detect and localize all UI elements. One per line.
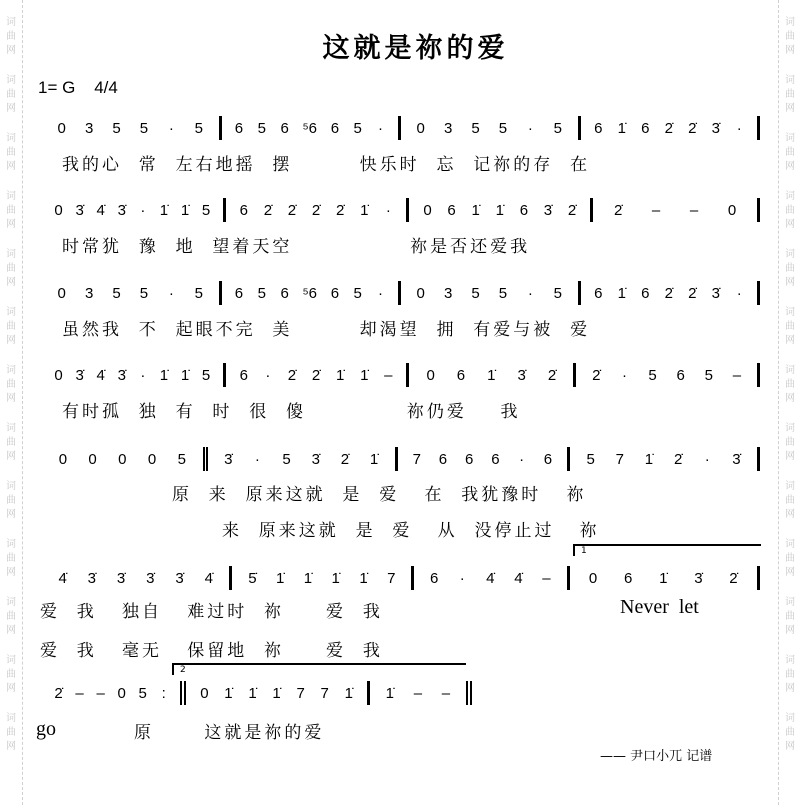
note: 5 <box>139 284 149 302</box>
note: 5 <box>353 119 362 137</box>
note: 6 <box>465 450 474 468</box>
note: 2̇ <box>688 119 697 137</box>
note: 6 <box>594 119 603 137</box>
notation-row <box>42 198 760 222</box>
note: · <box>140 201 146 219</box>
note: 3̇ <box>117 201 126 219</box>
note: – <box>732 366 742 384</box>
note: 7 <box>387 569 396 587</box>
watermark-text: 词 曲 网 <box>785 655 795 694</box>
note: 2̇ <box>547 366 557 384</box>
note: 1̇ <box>659 569 668 587</box>
note: 2̇ <box>311 366 321 384</box>
note: 3̇ <box>75 201 84 219</box>
note: 2̇ <box>688 284 697 302</box>
measure <box>226 363 410 387</box>
note: 0 <box>200 684 209 702</box>
note: 6 <box>676 366 685 384</box>
note: – <box>441 684 451 702</box>
note: 7 <box>320 684 329 702</box>
note: 5 <box>553 119 562 137</box>
note: · <box>704 450 710 468</box>
note: 0 <box>118 450 127 468</box>
lyric-line: 爱 我 独自 难过时 祢 爱 我 <box>40 602 383 622</box>
measure <box>42 363 226 387</box>
note: 5 <box>201 201 211 219</box>
note: – <box>689 201 699 219</box>
watermark-column-right <box>778 0 801 805</box>
note: 0 <box>57 284 66 302</box>
watermark-text: 词 曲 网 <box>785 713 795 752</box>
note: – <box>413 684 423 702</box>
note: 1̇ <box>331 569 340 587</box>
note: · <box>736 119 742 137</box>
measure <box>42 566 232 590</box>
measure <box>222 281 402 305</box>
note: 0 <box>54 201 63 219</box>
note: 6 <box>491 450 500 468</box>
measure <box>42 681 186 705</box>
note: · <box>736 284 742 302</box>
note: 6 <box>519 201 529 219</box>
measure <box>570 566 760 590</box>
note: 1̇ <box>224 684 233 702</box>
note: 5 <box>471 119 480 137</box>
transcriber-credit: —— 尹口小兀 记谱 <box>600 749 713 764</box>
note: 1̇ <box>617 119 626 137</box>
lyric-english: Never let <box>620 596 699 618</box>
note: 6 <box>234 119 244 137</box>
note: 3̇ <box>517 366 526 384</box>
watermark-text: 词 曲 网 <box>785 191 795 230</box>
note: 1̇ <box>495 201 504 219</box>
note: ⁵6 <box>302 284 318 302</box>
note: 2̇ <box>664 119 673 137</box>
note: 2̇ <box>311 201 321 219</box>
note: 7 <box>296 684 305 702</box>
song-title: 这就是祢的爱 <box>322 33 509 64</box>
notation-row <box>42 681 472 705</box>
note: 5 <box>257 284 266 302</box>
measure <box>226 198 410 222</box>
watermark-text: 词 曲 网 <box>6 365 16 404</box>
measure <box>370 681 472 705</box>
note: 0 <box>57 119 66 137</box>
watermark-column-left <box>0 0 23 805</box>
note: 1̇ <box>644 450 654 468</box>
watermark-text: 词 曲 网 <box>6 133 16 172</box>
measure <box>581 281 761 305</box>
notation-row <box>42 566 760 590</box>
note: 3̇ <box>711 119 720 137</box>
note: 6 <box>438 450 448 468</box>
note: 3̇ <box>87 569 97 587</box>
note: · <box>168 119 174 137</box>
lyric-line: 爱 我 毫无 保留地 祢 爱 我 <box>40 641 383 661</box>
note: 4̇ <box>514 569 523 587</box>
watermark-text: 词 曲 网 <box>6 655 16 694</box>
note: 6 <box>234 284 244 302</box>
note: 4̇ <box>204 569 213 587</box>
note: 2̇ <box>335 201 345 219</box>
note: 7 <box>615 450 624 468</box>
note: · <box>140 366 146 384</box>
note: 4̇ <box>486 569 495 587</box>
watermark-text: 词 曲 网 <box>6 75 16 114</box>
measure <box>186 681 369 705</box>
note: 2̇ <box>567 201 577 219</box>
note: · <box>378 119 384 137</box>
note: 4̇ <box>96 201 105 219</box>
note: 1̇ <box>159 366 169 384</box>
measure <box>409 198 593 222</box>
measure <box>576 363 760 387</box>
note: 5 <box>139 119 149 137</box>
note: ⁵6 <box>302 119 318 137</box>
note: 1̇ <box>272 684 281 702</box>
measure <box>570 447 760 471</box>
note: 0 <box>88 450 97 468</box>
note: 3̇ <box>732 450 741 468</box>
note: 6 <box>239 366 248 384</box>
note: 5 <box>648 366 657 384</box>
note: 1̇ <box>303 569 313 587</box>
watermark-text: 词 曲 网 <box>785 249 795 288</box>
note: 3 <box>84 119 94 137</box>
watermark-text: 词 曲 网 <box>6 539 16 578</box>
note: 6 <box>641 119 650 137</box>
note: 0 <box>117 684 126 702</box>
note: 5 <box>194 284 203 302</box>
measure <box>203 447 398 471</box>
note: · <box>527 119 533 137</box>
note: 1̇ <box>344 684 353 702</box>
note: 1̇ <box>335 366 345 384</box>
note: 5 <box>498 284 508 302</box>
measure <box>398 447 570 471</box>
note: 0 <box>58 450 68 468</box>
note: 3̇ <box>117 366 126 384</box>
note: 5 <box>471 284 480 302</box>
note: 2̇ <box>263 201 273 219</box>
note: · <box>385 201 391 219</box>
note: – <box>75 684 84 702</box>
lyric-line: 有时孤 独 有 时 很 傻 祢仍爱 我 <box>62 402 521 422</box>
note: 1̇ <box>360 366 369 384</box>
note: 0 <box>423 201 432 219</box>
watermark-text: 词 曲 网 <box>785 423 795 462</box>
note: 3̇ <box>175 569 184 587</box>
note: 0 <box>416 284 425 302</box>
note: 1̇ <box>360 201 369 219</box>
measure <box>401 281 581 305</box>
watermark-text: 词 曲 网 <box>785 481 795 520</box>
note: 6 <box>624 569 633 587</box>
note: : <box>161 684 166 702</box>
note: 7 <box>412 450 421 468</box>
measure <box>581 116 761 140</box>
note: · <box>459 569 465 587</box>
note: 3 <box>84 284 94 302</box>
note: 3 <box>443 284 453 302</box>
note: 1̇ <box>359 569 368 587</box>
note: 5 <box>112 119 121 137</box>
watermark-text: 词 曲 网 <box>785 133 795 172</box>
note: · <box>378 284 384 302</box>
measure <box>414 566 569 590</box>
lyric-line: 我的心 常 左右地摇 摆 快乐时 忘 记祢的存 在 <box>62 155 591 175</box>
notation-row <box>42 281 760 305</box>
note: 6 <box>280 284 289 302</box>
note: 5 <box>553 284 562 302</box>
watermark-text: 词 曲 网 <box>785 365 795 404</box>
notation-row <box>42 447 760 471</box>
measure <box>42 281 222 305</box>
notation-row <box>42 116 760 140</box>
watermark-text: 词 曲 网 <box>785 597 795 636</box>
note: · <box>519 450 525 468</box>
note: 5 <box>282 450 291 468</box>
notation-row <box>42 363 760 387</box>
watermark-text: 词 曲 网 <box>785 539 795 578</box>
lyric-line: 原 来 原来这就 是 爱 在 我犹豫时 祢 <box>172 485 587 505</box>
note: 3̇ <box>75 366 84 384</box>
note: 3̇ <box>311 450 320 468</box>
note: 6 <box>447 201 456 219</box>
note: 2̇ <box>287 201 297 219</box>
note: 3̇ <box>694 569 703 587</box>
watermark-text: 词 曲 网 <box>6 597 16 636</box>
lyric-english: go <box>36 718 56 740</box>
note: 2̇ <box>673 450 683 468</box>
note: 6 <box>280 119 289 137</box>
note: 6 <box>456 366 466 384</box>
note: 0 <box>54 366 63 384</box>
measure <box>222 116 402 140</box>
note: 2̇ <box>664 284 673 302</box>
watermark-text: 词 曲 网 <box>6 17 16 56</box>
note: · <box>621 366 627 384</box>
note: 1̇ <box>385 684 394 702</box>
note: 0 <box>588 569 598 587</box>
lyric-line: 时常犹 豫 地 望着天空 祢是否还爱我 <box>62 237 531 257</box>
note: – <box>384 366 393 384</box>
note: 6 <box>594 284 603 302</box>
note: · <box>168 284 174 302</box>
note: 0 <box>416 119 425 137</box>
note: 5 <box>353 284 362 302</box>
measure <box>593 198 760 222</box>
watermark-text: 词 曲 网 <box>6 423 16 462</box>
key-signature: 1= G 4/4 <box>38 78 118 97</box>
note: 0 <box>147 450 157 468</box>
note: 1̇ <box>180 201 190 219</box>
note: – <box>651 201 661 219</box>
lyric-line: 原 这就是祢的爱 <box>134 723 325 743</box>
note: – <box>542 569 551 587</box>
note: 5 <box>257 119 266 137</box>
note: 3 <box>443 119 453 137</box>
watermark-text: 词 曲 网 <box>6 249 16 288</box>
note: 1̇ <box>369 450 379 468</box>
note: 0 <box>727 201 737 219</box>
lyric-line: 来 原来这就 是 爱 从 没停止过 祢 <box>222 521 600 541</box>
note: 5 <box>138 684 147 702</box>
note: · <box>527 284 533 302</box>
note: 5 <box>498 119 508 137</box>
volta-bracket-2: 2 <box>172 663 466 675</box>
note: 5 <box>177 450 186 468</box>
note: 1̇ <box>180 366 190 384</box>
note: 2̇ <box>54 684 63 702</box>
watermark-text: 词 曲 网 <box>785 75 795 114</box>
note: 1̇ <box>275 569 285 587</box>
note: 0 <box>426 366 435 384</box>
measure <box>42 198 226 222</box>
note: 2̇ <box>340 450 350 468</box>
note: 6 <box>641 284 650 302</box>
note: · <box>254 450 260 468</box>
measure <box>401 116 581 140</box>
watermark-text: 词 曲 网 <box>785 307 795 346</box>
note: 5 <box>201 366 211 384</box>
note: · <box>265 366 271 384</box>
note: 2̇ <box>287 366 297 384</box>
note: 6 <box>330 284 340 302</box>
note: 2̇ <box>729 569 738 587</box>
note: 4̇ <box>58 569 67 587</box>
note: 1̇ <box>248 684 257 702</box>
note: – <box>96 684 105 702</box>
note: 6 <box>330 119 340 137</box>
note: 5 <box>704 366 713 384</box>
note: 6 <box>543 450 553 468</box>
note: 5 <box>586 450 595 468</box>
note: 1̇ <box>471 201 480 219</box>
note: 6 <box>430 569 439 587</box>
note: 3̇ <box>711 284 720 302</box>
note: 6 <box>239 201 248 219</box>
note: 1̇ <box>617 284 626 302</box>
note: 5 <box>194 119 203 137</box>
note: 4̇ <box>96 366 105 384</box>
lyric-line: 虽然我 不 起眼不完 美 却渴望 拥 有爱与被 爱 <box>62 320 591 340</box>
note: 3̇ <box>116 569 126 587</box>
measure <box>42 116 222 140</box>
watermark-text: 词 曲 网 <box>6 481 16 520</box>
watermark-text: 词 曲 网 <box>785 17 795 56</box>
note: 1̇ <box>487 366 496 384</box>
note: 2̇ <box>613 201 623 219</box>
note: 3̇ <box>543 201 553 219</box>
note: 3̇ <box>146 569 155 587</box>
watermark-text: 词 曲 网 <box>6 191 16 230</box>
volta-bracket-1: 1 <box>573 544 761 556</box>
watermark-text: 词 曲 网 <box>6 713 16 752</box>
measure <box>409 363 576 387</box>
note: 1̇ <box>159 201 169 219</box>
measure <box>232 566 414 590</box>
note: 5̇ <box>248 569 257 587</box>
note: 3̇ <box>224 450 233 468</box>
measure <box>42 447 203 471</box>
note: 2̇ <box>592 366 601 384</box>
note: 5 <box>112 284 121 302</box>
watermark-text: 词 曲 网 <box>6 307 16 346</box>
